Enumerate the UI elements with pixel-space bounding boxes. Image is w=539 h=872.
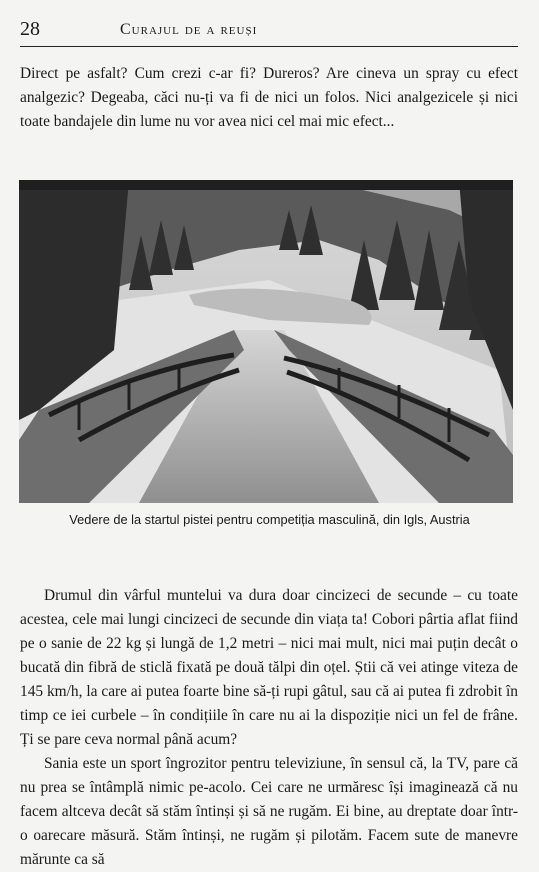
luge-track-illustration [19,180,513,503]
luge-track-photo [19,180,513,503]
page-header [20,16,518,47]
paragraph-1: Direct pe asfalt? Cum crezi c-ar fi? Dureros? Are cineva un spray cu efect analgezic? Degeaba, căci nu-ți va fi de nici un folos. Nici analgezicele și nici toate bandajele din lume nu vor avea nici cel mai mic efect... [20,65,518,130]
running-title: Curajul de a reuși [120,21,258,38]
figure-caption: Vedere de la startul pistei pentru competiția masculină, din Igls, Austria [69,512,470,527]
paragraph-2: Drumul din vârful muntelui va dura doar cincizeci de secunde – cu toate acestea, cele mai lungi cincizeci de secunde din viața ta! Cobori pârtia aflat fiind pe o sanie de 22 kg și lungă de 1,2 metri – nici mai mult, nici mai puțin decât o bucată din fibră de sticlă fixată pe două tălpi din oțel. Știi că vei atinge viteza de 145 km/h, la care ai putea foarte bine să-ți rupi gâtul, sau că ai putea fi zdrobit în timp ce iei curbele – în condițiile în care nu ai la dispoziție nici un fel de frâne. Ți se pare ceva normal până acum? [20,587,518,748]
paragraph-3: Sania este un sport îngrozitor pentru televiziune, în sensul că, la TV, pare că nu prea se întâmplă nimic pe-acolo. Cei care ne urmăresc își imaginează că nu facem altceva decât să stăm întinși și să ne rugăm. Ei bine, au dreptate doar într-o oarecare măsură. Stăm întinși, ne rugăm și pilotăm. Facem sute de manevre mărunte ca să [20,755,518,868]
page-number: 28 [20,18,40,40]
